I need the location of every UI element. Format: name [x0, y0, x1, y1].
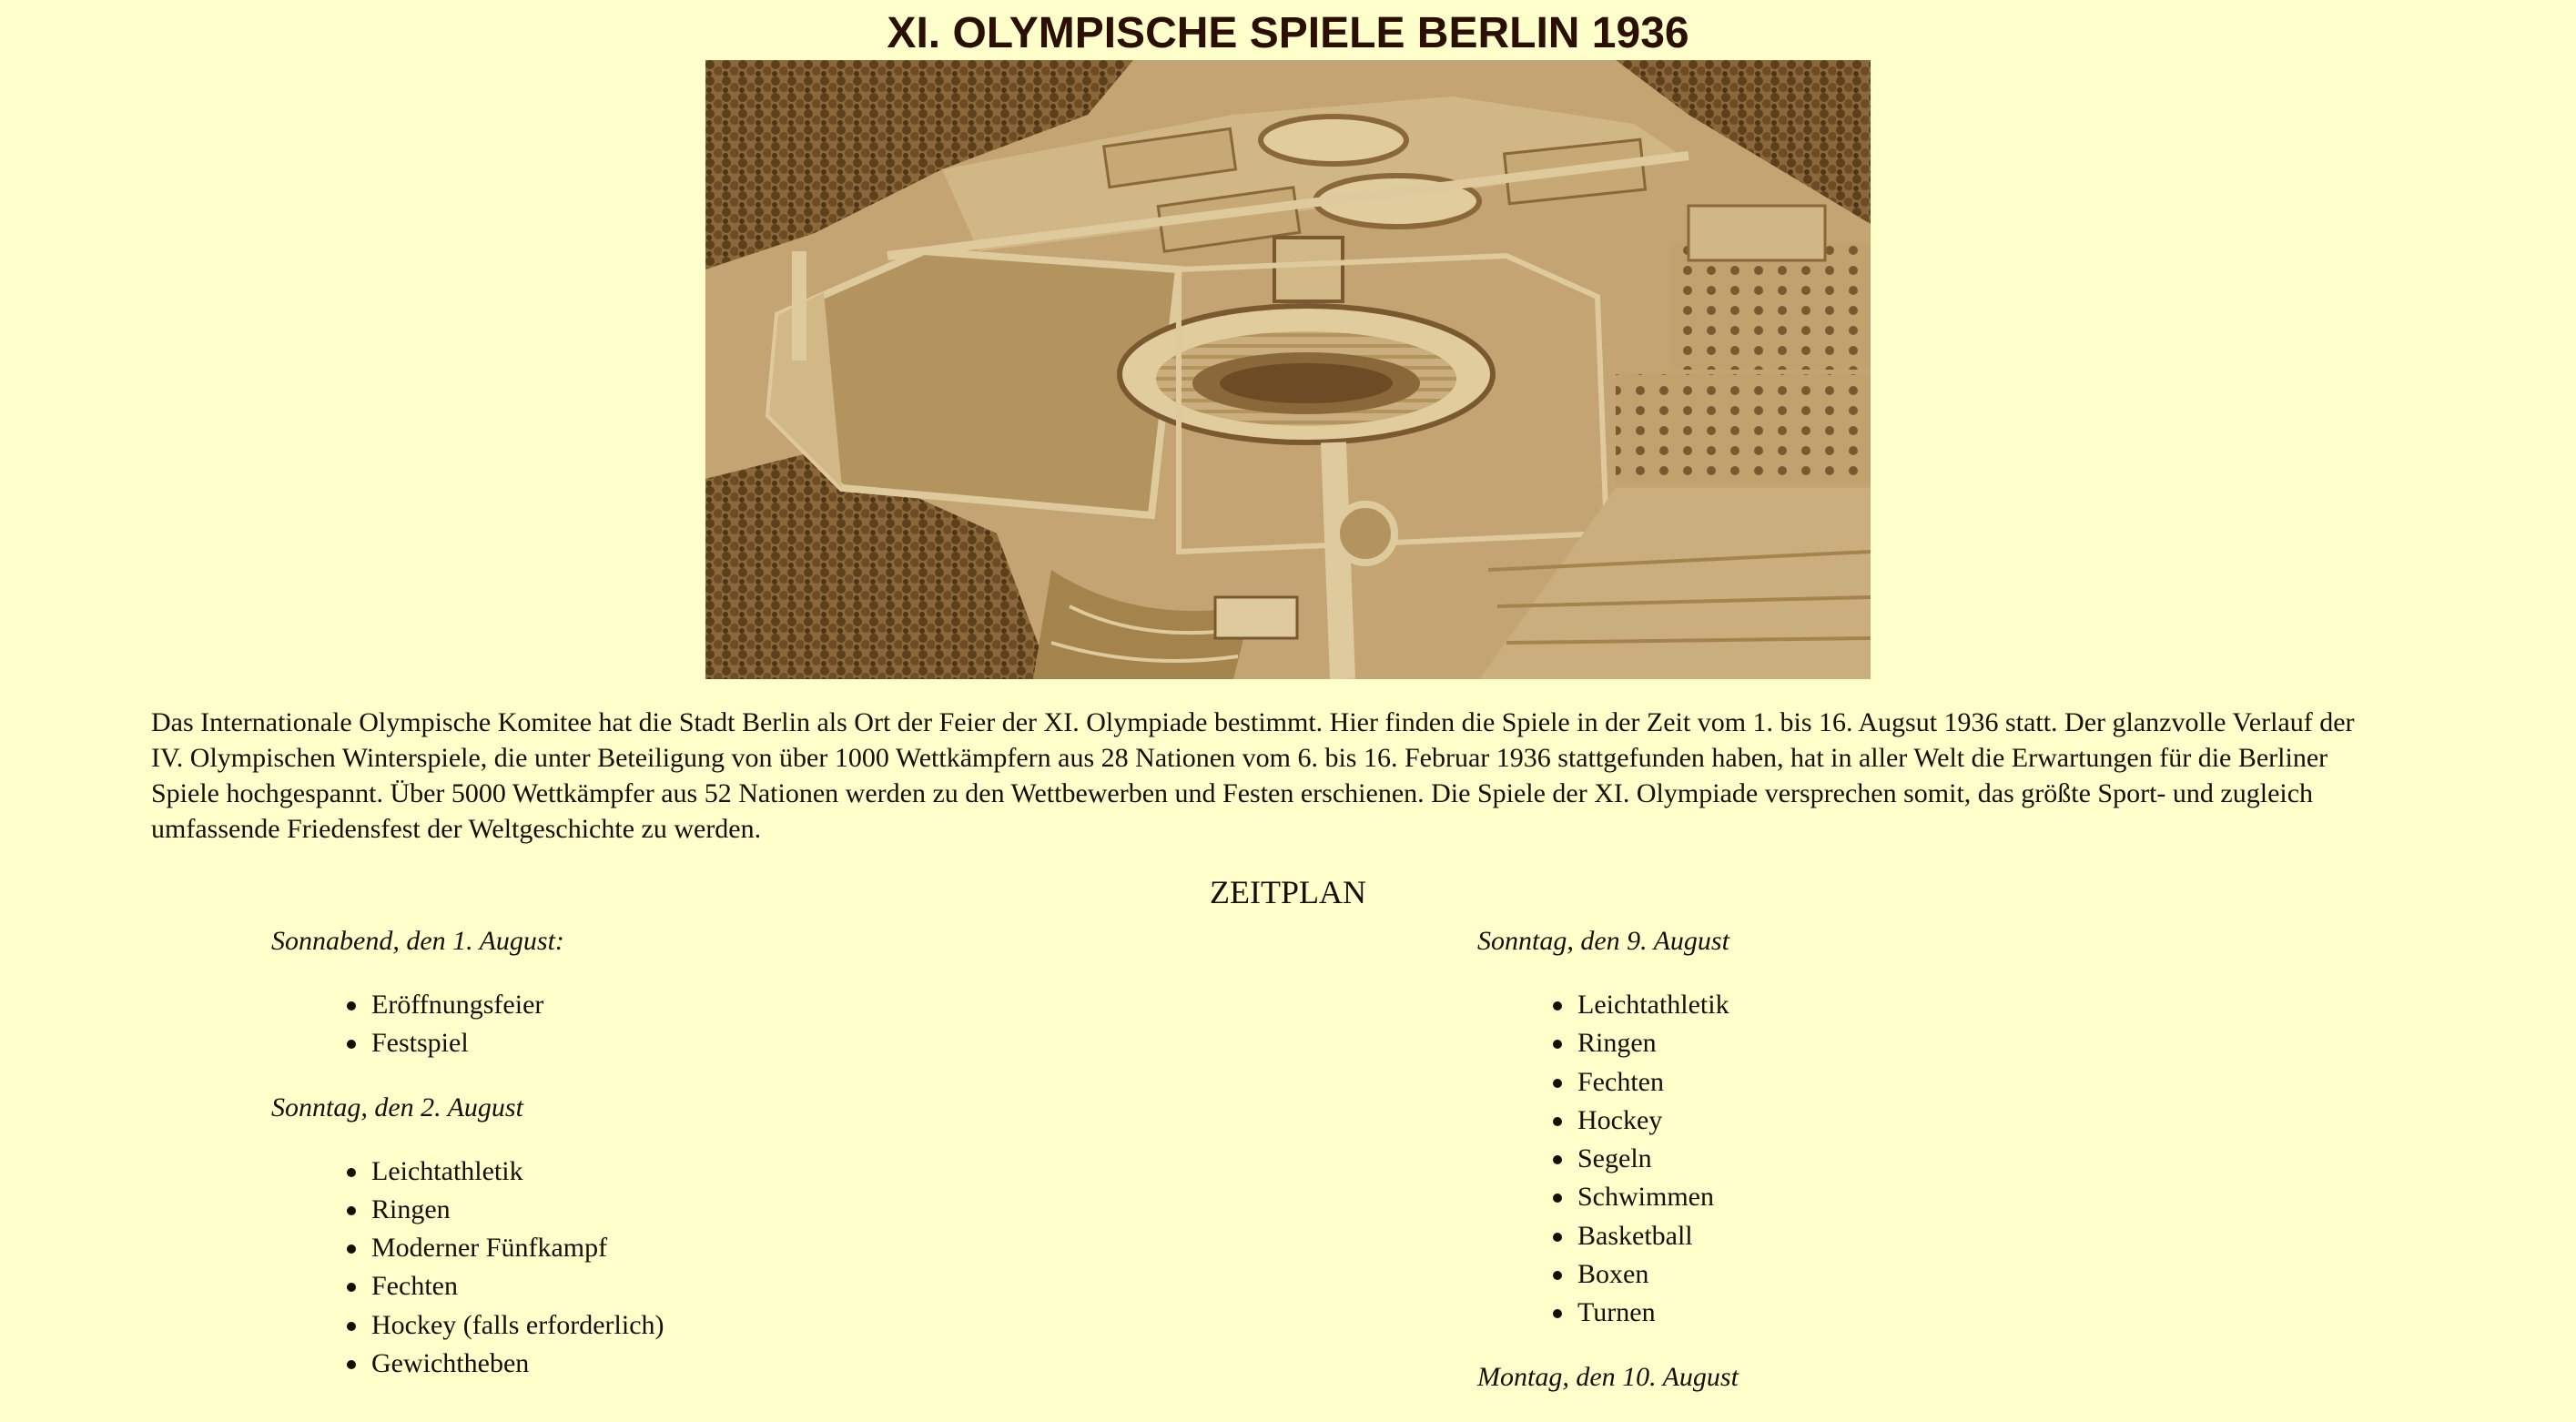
event-list [1477, 986, 2388, 1333]
event-item: Ringen [1577, 1024, 2388, 1062]
schedule-heading: ZEITPLAN [1210, 874, 1366, 910]
day-heading: Montag, den 10. August [1477, 1361, 1739, 1392]
event-item: Ringen [371, 1191, 1182, 1229]
day-heading: Sonntag, den 2. August [271, 1092, 523, 1122]
event-item: Schwimmen [1577, 1178, 2388, 1216]
event-item: Leichtathletik [371, 1153, 1182, 1191]
event-item: Basketball [1577, 1217, 2388, 1255]
event-item: Fechten [371, 1267, 1182, 1305]
event-item: Moderner Fünfkampf [371, 1229, 1182, 1267]
stadium-aerial-photo [705, 60, 1871, 679]
schedule-day [1477, 1359, 2388, 1396]
event-item: Turnen [1577, 1294, 2388, 1332]
event-item: Eröffnungsfeier [371, 986, 1182, 1024]
event-item: Hockey (falls erforderlich) [371, 1306, 1182, 1345]
schedule-column-right [1477, 923, 2388, 1422]
event-item: Segeln [1577, 1140, 2388, 1178]
event-item: Fechten [1577, 1063, 2388, 1102]
page-title: XI. OLYMPISCHE SPIELE BERLIN 1936 [887, 9, 1689, 57]
schedule-day [271, 1090, 1182, 1384]
schedule-day [271, 923, 1182, 1063]
event-item: Gewichtheben [371, 1345, 1182, 1383]
schedule-column-left [271, 923, 1182, 1409]
event-item: Festspiel [371, 1024, 1182, 1062]
day-heading: Sonnabend, den 1. August: [271, 926, 564, 956]
event-item: Leichtathletik [1577, 986, 2388, 1024]
day-heading: Sonntag, den 9. August [1477, 926, 1729, 956]
schedule-day [1477, 923, 2388, 1333]
event-item: Hockey [1577, 1102, 2388, 1140]
event-item: Boxen [1577, 1255, 2388, 1294]
event-list [271, 1153, 1182, 1384]
event-list [271, 986, 1182, 1063]
intro-paragraph: Das Internationale Olympische Komitee hat die Stadt Berlin als Ort der Feier der XI. Olympiade bestimmt. Hier finden die Spiele in der Zeit vom 1. bis 16. Augsut 1936 statt. Der glanzvolle Verlauf der IV. Olympischen Winterspiele, die unter Beteiligung von über 1000 Wettkämpfern aus 28 Nationen vom 6. bis 16. Februar 1936 stattgefunden haben, hat in aller Welt die Erwartungen für die Berliner Spiele hochgespannt. Über 5000 Wettkämpfer aus 52 Nationen werden zu den Wettbewerben und Festen erschienen. Die Spiele der XI. Olympiade versprechen somit, das größte Sport- und zugleich umfassende Friedensfest der Weltgeschichte zu werden. [151, 707, 2355, 844]
